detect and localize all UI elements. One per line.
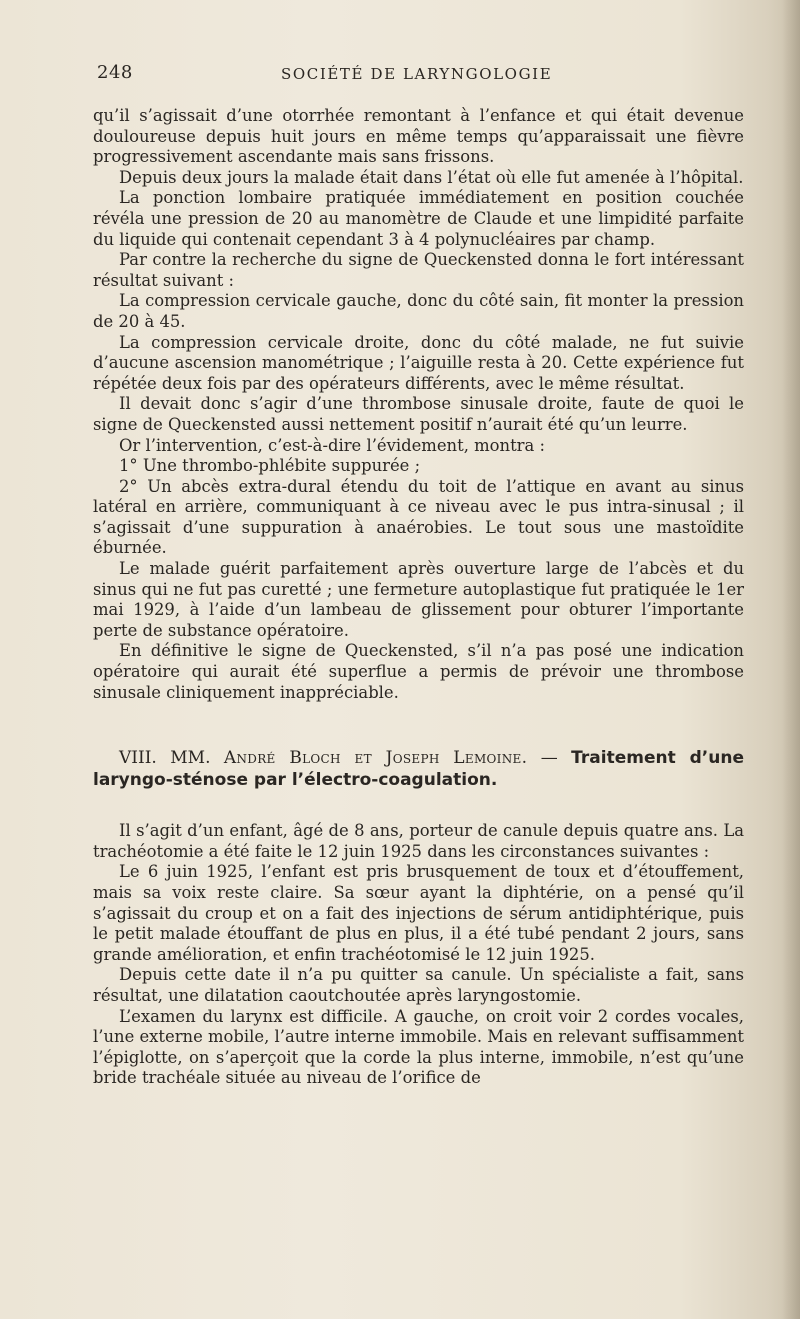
paragraph: La compression cervicale droite, donc du côté malade, ne fut suivie d’aucune ascension manométrique ; l’aiguille resta à 20. Cette expérience fut répétée deux fois par des opérateurs différents, avec le même résultat. — [93, 332, 744, 393]
paragraph: La compression cervicale gauche, donc du côté sain, fit monter la pression de 20 à 45. — [93, 291, 744, 331]
page-number: 248 — [97, 62, 133, 83]
page-header — [97, 62, 745, 86]
running-head: SOCIÉTÉ DE LARYNGOLOGIE — [281, 65, 553, 83]
paragraph: 2° Un abcès extra-dural étendu du toit de l’attique en avant au sinus latéral en arrière, communiquant à ce niveau avec le pus intra-sinusal ; il s’agissait d’une suppuration à anaérobies. Le tout sous une mastoïdite éburnée. — [93, 476, 744, 558]
section-number: VIII. MM. — [119, 748, 211, 769]
paragraph: Depuis cette date il n’a pu quitter sa canule. Un spécialiste a fait, sans résultat, une dilatation caoutchoutée après laryngostomie. — [93, 965, 744, 1005]
section-dash: — — [527, 748, 572, 769]
paragraph: Le malade guérit parfaitement après ouverture large de l’abcès et du sinus qui ne fut pas curetté ; une fermeture autoplastique fut pratiquée le 1er mai 1929, à l’aide d’un lambeau de glissement pour obturer l’importante perte de substance opératoire. — [93, 559, 744, 640]
section-heading — [93, 747, 744, 791]
paragraph: Par contre la recherche du signe de Queckensted donna le fort intéressant résultat suivant : — [93, 250, 744, 290]
paragraph: qu’il s’agissait d’une otorrhée remontant à l’enfance et qui était devenue douloureuse depuis huit jours en même temps qu’apparaissait une fièvre progressivement ascendante mais sans frissons. — [93, 106, 744, 167]
paragraph: 1° Une thrombo-phlébite suppurée ; — [119, 456, 421, 476]
section-spacer — [93, 791, 744, 821]
paragraph: Il devait donc s’agir d’une thrombose sinusale droite, faute de quoi le signe de Queckensted aussi nettement positif n’aurait été qu’un leurre. — [93, 394, 744, 434]
section-title: Traitement d’une laryngo-sténose par l’électro-coagulation. — [93, 748, 745, 791]
paragraph: Il s’agit d’un enfant, âgé de 8 ans, porteur de canule depuis quatre ans. La trachéotomie a été faite le 12 juin 1925 dans les circonstances suivantes : — [93, 821, 744, 861]
paragraph: L’examen du larynx est difficile. A gauche, on croit voir 2 cordes vocales, l’une externe mobile, l’autre interne immobile. Mais en relevant suffisamment l’épiglotte, on s’aperçoit que la corde la plus interne, immobile, n’est qu’une bride trachéale située au niveau de l’orifice de — [93, 1006, 745, 1088]
paragraph: La ponction lombaire pratiquée immédiatement en position couchée révéla une pression de 20 au manomètre de Claude et une limpidité parfaite du liquide qui contenait cependant 3 à 4 polynucléaires par champ. — [93, 188, 744, 249]
paragraph: En définitive le signe de Queckensted, s’il n’a pas posé une indication opératoire qui aurait été superflue a permis de prévoir une thrombose sinusale cliniquement inappréciable. — [93, 641, 744, 702]
paragraph: Depuis deux jours la malade était dans l’état où elle fut amenée à l’hôpital. — [119, 167, 744, 187]
page-edge-shadow — [782, 0, 800, 1319]
paragraph: Or l’intervention, c’est-à-dire l’évidement, montra : — [119, 435, 546, 455]
section-spacer — [93, 703, 744, 747]
paragraph: Le 6 juin 1925, l’enfant est pris brusquement de toux et d’étouffement, mais sa voix reste claire. Sa sœur ayant la diphtérie, on a pensé qu’il s’agissait du croup et on a fait des injections de sérum antidiphtérique, puis le petit malade étouffant de plus en plus, il a été tubé pendant 2 jours, sans grande amélioration, et enfin trachéotomisé le 12 juin 1925. — [93, 862, 744, 964]
body-text — [93, 106, 744, 1089]
section-authors: André Bloch et Joseph Lemoine. — [223, 748, 528, 769]
